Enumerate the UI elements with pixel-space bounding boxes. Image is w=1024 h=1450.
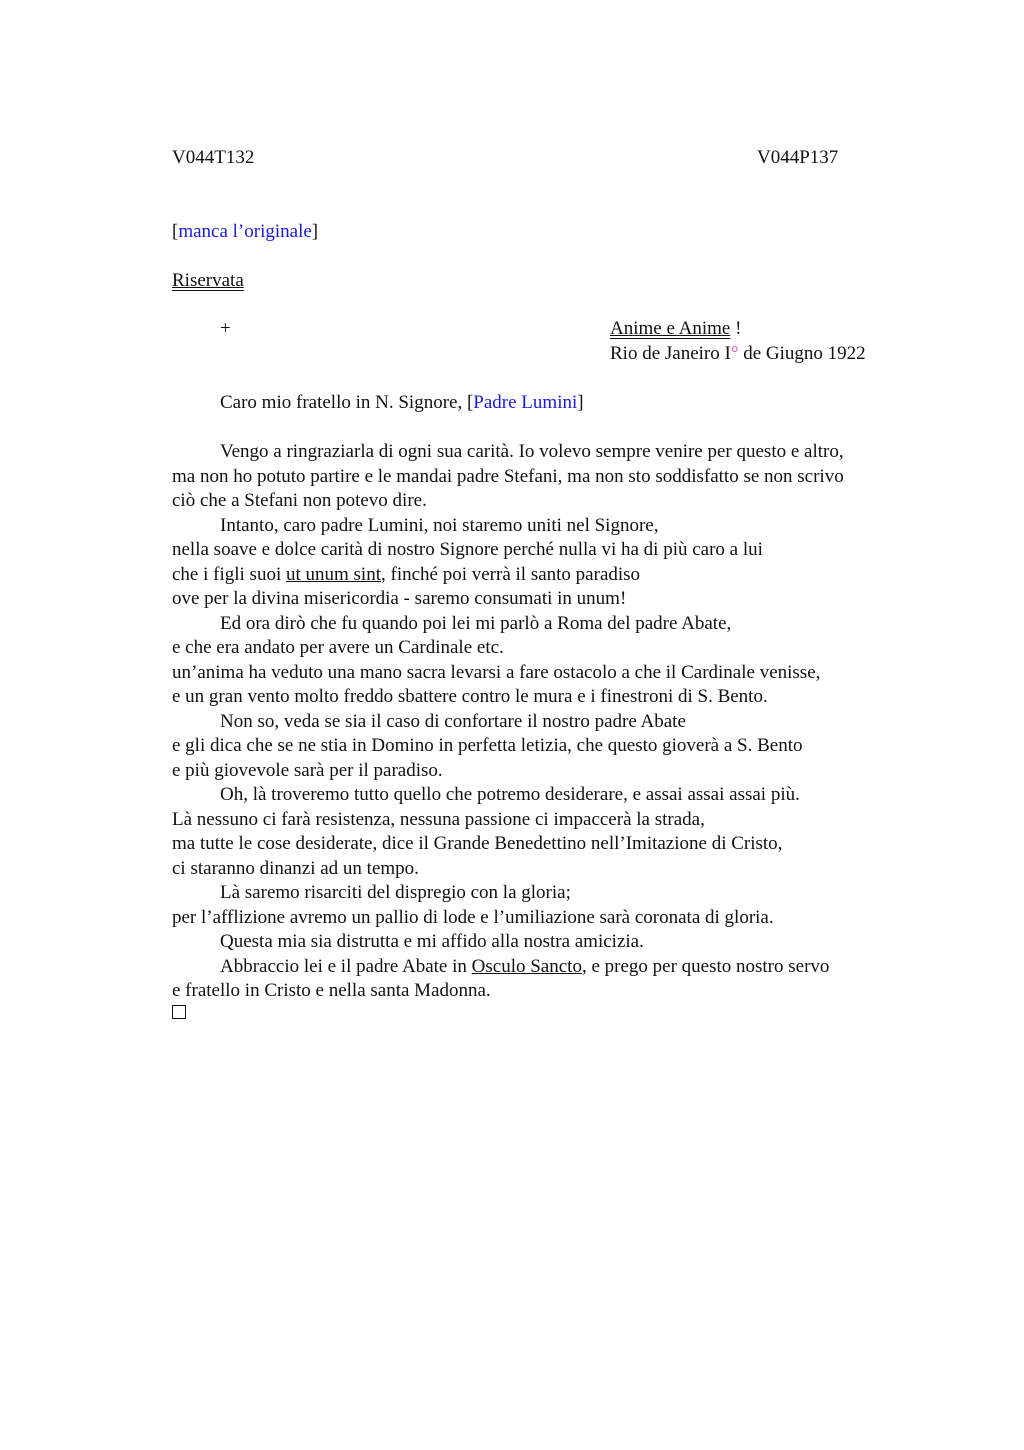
document-code-right: V044P137 bbox=[757, 147, 839, 168]
motto-suffix: ! bbox=[730, 318, 742, 339]
body-line: e gli dica che se ne stia in Domino in perfetta letizia, che questo gioverà a S. Bento bbox=[172, 735, 803, 756]
body-line: Intanto, caro padre Lumini, noi staremo uniti nel Signore, bbox=[220, 514, 659, 536]
body-line: ove per la divina misericordia - saremo consumati in unum! bbox=[172, 588, 627, 609]
body-line: e un gran vento molto freddo sbattere contro le mura e i finestroni di S. Bento. bbox=[172, 686, 768, 707]
body-line: ma tutte le cose desiderate, dice il Grande Benedettino nell’Imitazione di Cristo, bbox=[172, 833, 783, 854]
body-line: per l’afflizione avremo un pallio di lode e l’umiliazione sarà coronata di gloria. bbox=[172, 906, 774, 928]
editorial-note bbox=[172, 220, 318, 244]
place-date-prefix: Rio de Janeiro I bbox=[610, 343, 731, 364]
body-line: ma non ho potuto partire e le mandai padre Stefani, ma non sto soddisfatto se non scrivo bbox=[172, 465, 844, 487]
body-line: e che era andato per avere un Cardinale etc. bbox=[172, 637, 504, 658]
note-close-bracket: ] bbox=[311, 221, 319, 242]
body-line: e più giovevole sarà per il paradiso. bbox=[172, 759, 443, 781]
motto bbox=[610, 317, 741, 341]
body-line-part: , e prego per questo nostro servo bbox=[581, 955, 830, 977]
body-line: Ed ora dirò che fu quando poi lei mi parlò a Roma del padre Abate, bbox=[220, 612, 732, 634]
letter-body bbox=[172, 440, 912, 1004]
end-box-marker bbox=[172, 1005, 186, 1019]
degree-mark: ° bbox=[730, 343, 739, 364]
body-line bbox=[172, 563, 912, 588]
reserved-label: Riservata bbox=[172, 270, 244, 291]
note-text: manca l’originale bbox=[178, 221, 312, 242]
motto-text: Anime e Anime bbox=[610, 318, 731, 339]
place-date bbox=[610, 342, 866, 366]
body-line-part: Abbraccio lei e il padre Abate in bbox=[220, 955, 472, 977]
body-line-part: , finché poi verrà il santo paradiso bbox=[381, 563, 641, 585]
place-date-suffix: de Giugno 1922 bbox=[738, 343, 866, 364]
recipient-name: Padre Lumini bbox=[473, 392, 578, 413]
body-line-part: che i figli suoi bbox=[172, 563, 286, 585]
document-code-left: V044T132 bbox=[172, 147, 255, 168]
note-open-bracket: [ bbox=[172, 221, 179, 242]
salutation-text: Caro mio fratello in N. Signore, bbox=[220, 392, 467, 413]
body-line: ci staranno dinanzi ad un tempo. bbox=[172, 857, 419, 879]
body-line: Là saremo risarciti del dispregio con la gloria; bbox=[220, 882, 571, 903]
latin-phrase: ut unum sint bbox=[285, 563, 381, 585]
cross-mark: + bbox=[220, 318, 231, 339]
body-line: ciò che a Stefani non potevo dire. bbox=[172, 490, 427, 511]
body-line: Vengo a ringraziarla di ogni sua carità. Io volevo sempre venire per questo e altro, bbox=[220, 441, 844, 462]
latin-phrase: Osculo Sancto bbox=[471, 955, 582, 977]
salutation-open-bracket: [ bbox=[466, 392, 474, 413]
body-line: Non so, veda se sia il caso di confortare il nostro padre Abate bbox=[220, 710, 686, 732]
body-line: un’anima ha veduto una mano sacra levarsi a fare ostacolo a che il Cardinale venisse, bbox=[172, 661, 821, 683]
body-line: nella soave e dolce carità di nostro Signore perché nulla vi ha di più caro a lui bbox=[172, 539, 763, 560]
salutation-close-bracket: ] bbox=[577, 392, 584, 413]
body-line bbox=[172, 955, 912, 980]
body-line: e fratello in Cristo e nella santa Madonna. bbox=[172, 980, 491, 1001]
body-line: Oh, là troveremo tutto quello che potremo desiderare, e assai assai assai più. bbox=[220, 784, 800, 805]
body-line: Questa mia sia distrutta e mi affido alla nostra amicizia. bbox=[220, 931, 644, 952]
salutation bbox=[220, 391, 584, 415]
body-line: Là nessuno ci farà resistenza, nessuna passione ci impaccerà la strada, bbox=[172, 808, 705, 830]
